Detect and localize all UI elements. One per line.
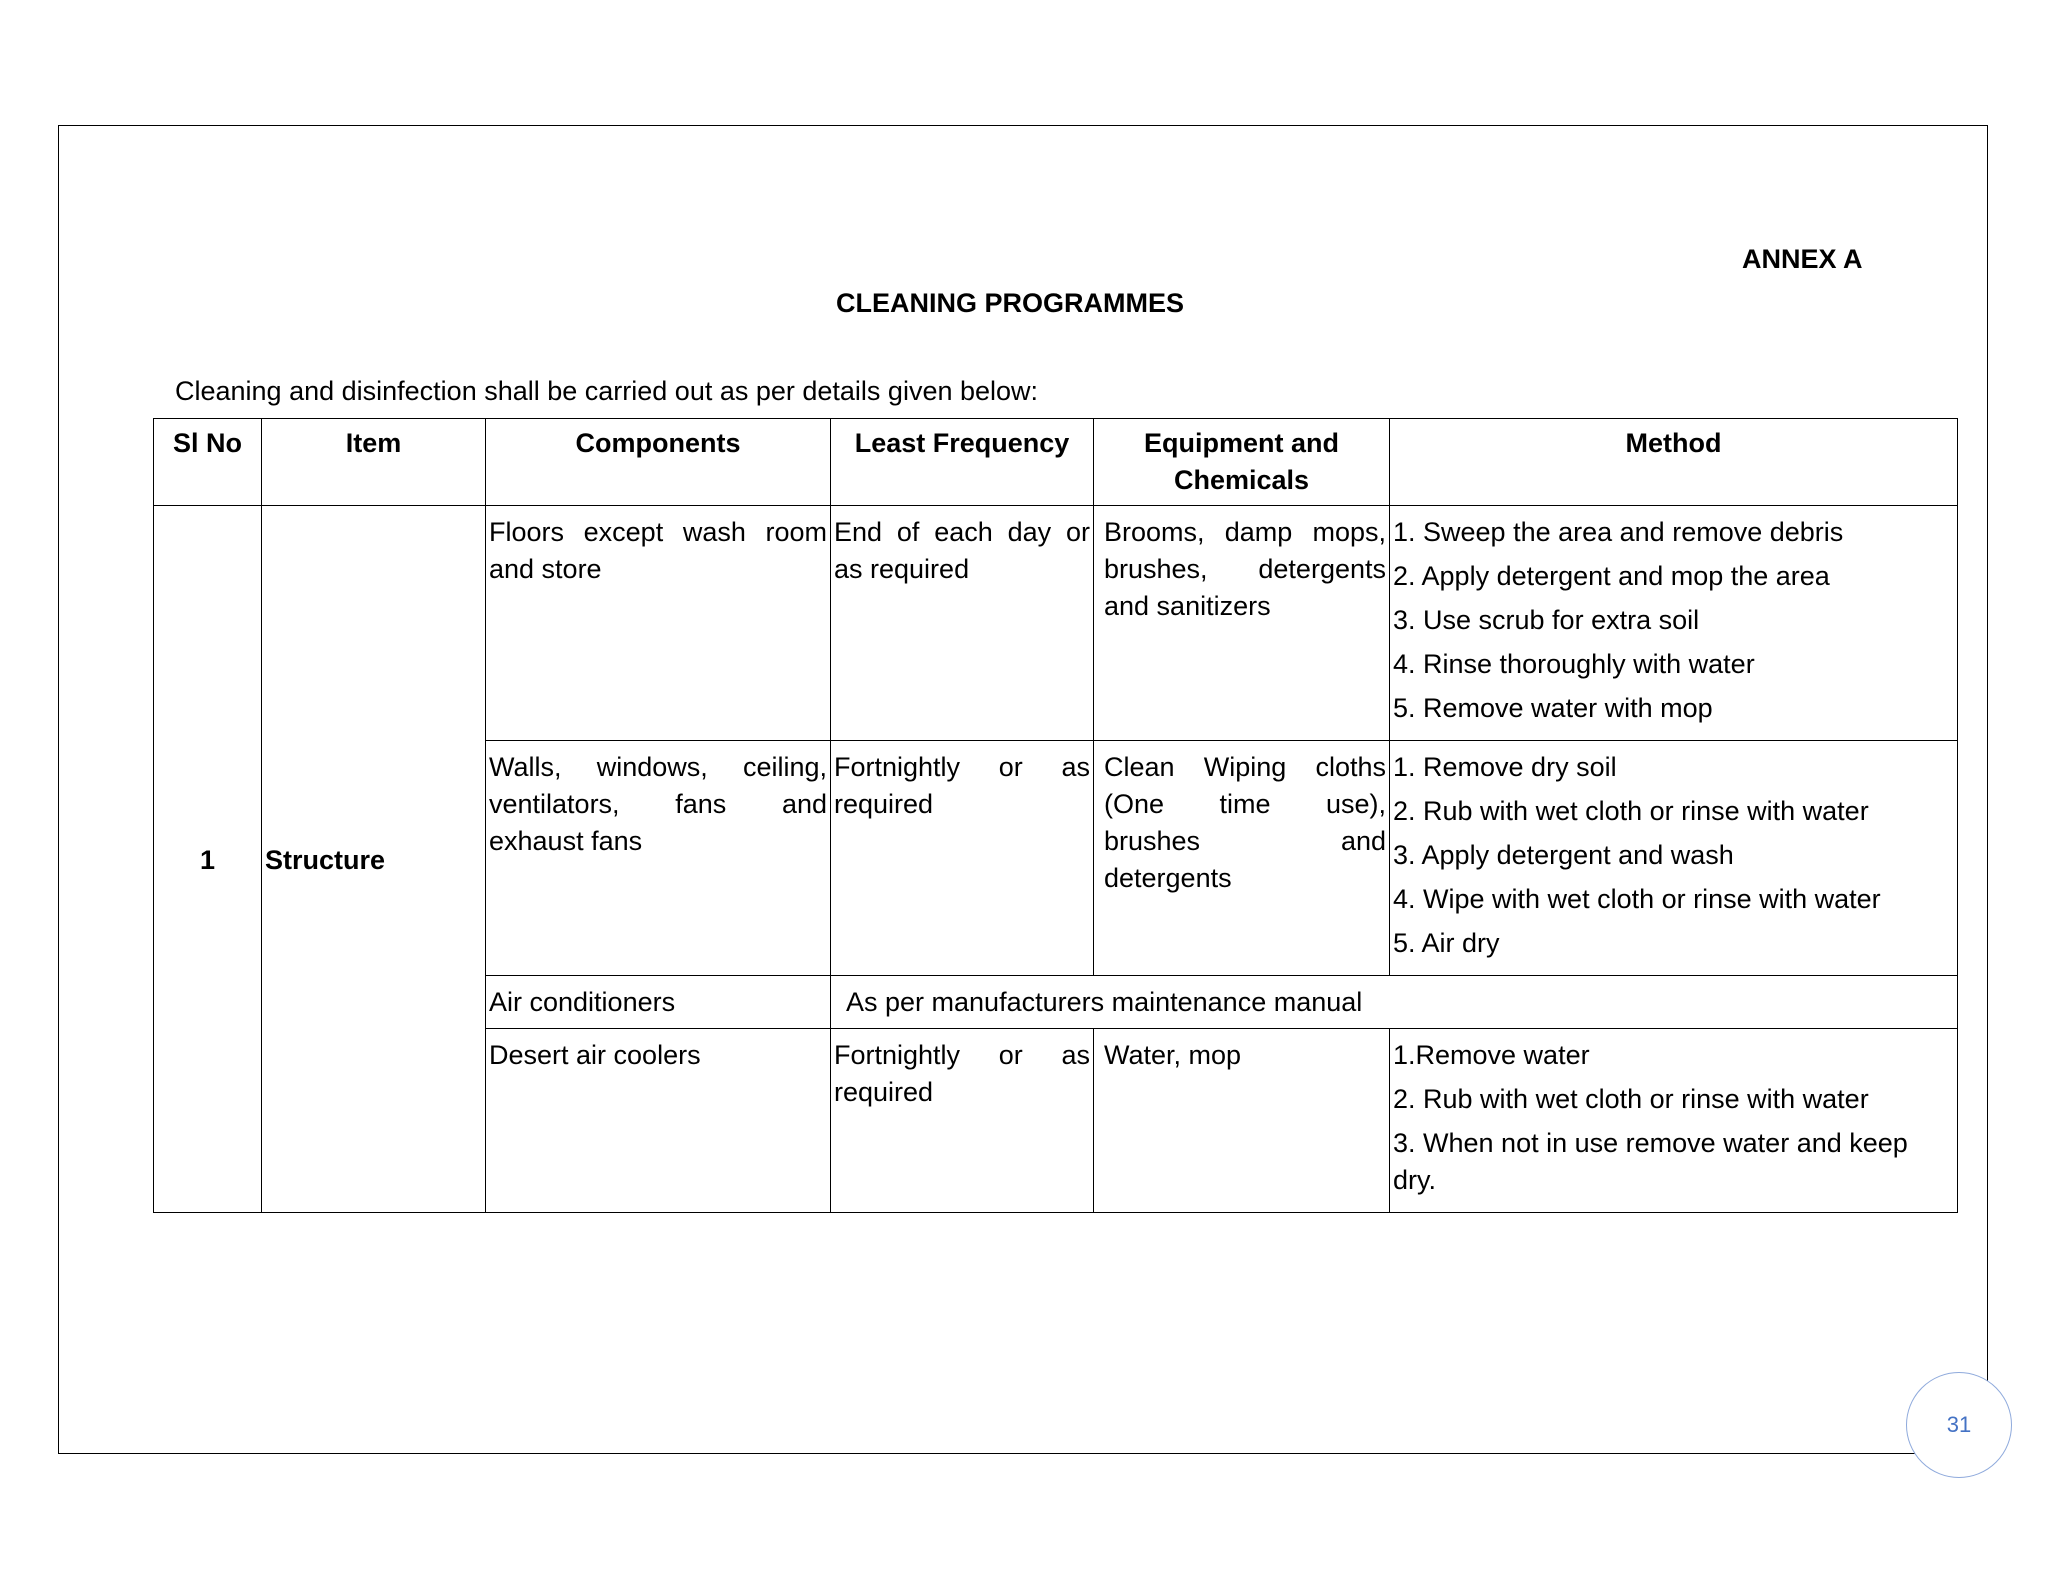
intro-text: Cleaning and disinfection shall be carried out as per details given below:	[175, 376, 1039, 406]
method-step: 5. Remove water with mop	[1393, 693, 1713, 723]
component-cell: Air conditioners	[486, 976, 831, 1029]
method-list	[1393, 514, 1954, 727]
method-step: 3. Apply detergent and wash	[1393, 840, 1734, 870]
cleaning-programme-table	[153, 418, 1958, 1213]
method-cell	[1390, 506, 1958, 741]
frequency-cell: Fortnightly or as required	[831, 1029, 1094, 1213]
frequency-cell: End of each day or as required	[831, 506, 1094, 741]
method-step: 2. Rub with wet cloth or rinse with water	[1393, 796, 1869, 826]
method-step: 1.Remove water	[1393, 1040, 1590, 1070]
merged-note-cell: As per manufacturers maintenance manual	[831, 976, 1958, 1029]
document-title: CLEANING PROGRAMMES	[836, 288, 1185, 318]
table-row	[154, 506, 1958, 741]
component-cell: Floors except wash room and store	[486, 506, 831, 741]
method-cell	[1390, 1029, 1958, 1213]
equipment-cell: Brooms, damp mops, brushes, detergents and sanitizers	[1094, 506, 1390, 741]
equipment-cell: Clean Wiping cloths (One time use), brushes and detergents	[1094, 741, 1390, 976]
component-cell: Desert air coolers	[486, 1029, 831, 1213]
annex-label: ANNEX A	[1742, 244, 1863, 274]
method-list	[1393, 749, 1954, 962]
header-least-frequency: Least Frequency	[831, 419, 1094, 506]
header-components: Components	[486, 419, 831, 506]
method-cell	[1390, 741, 1958, 976]
sl-no-cell: 1	[154, 506, 262, 1213]
page-number-badge	[1906, 1372, 2012, 1478]
method-step: 5. Air dry	[1393, 928, 1500, 958]
header-equipment-chemicals: Equipment and Chemicals	[1094, 419, 1390, 506]
frequency-cell: Fortnightly or as required	[831, 741, 1094, 976]
equipment-cell: Water, mop	[1094, 1029, 1390, 1213]
table-header-row	[154, 419, 1958, 506]
method-list	[1393, 1037, 1954, 1199]
method-step: 3. Use scrub for extra soil	[1393, 605, 1700, 635]
method-step: 4. Wipe with wet cloth or rinse with water	[1393, 884, 1881, 914]
method-step: 4. Rinse thoroughly with water	[1393, 649, 1755, 679]
page-number: 31	[1946, 1412, 1972, 1437]
header-item: Item	[262, 419, 486, 506]
method-step: 2. Apply detergent and mop the area	[1393, 561, 1830, 591]
method-step: 1. Sweep the area and remove debris	[1393, 517, 1844, 547]
method-step: 2. Rub with wet cloth or rinse with water	[1393, 1084, 1869, 1114]
component-cell: Walls, windows, ceiling, ventilators, fans and exhaust fans	[486, 741, 831, 976]
method-step: 3. When not in use remove water and keep dry.	[1393, 1128, 1908, 1195]
method-step: 1. Remove dry soil	[1393, 752, 1617, 782]
header-method: Method	[1390, 419, 1958, 506]
header-sl-no: Sl No	[154, 419, 262, 506]
item-cell: Structure	[262, 506, 486, 1213]
